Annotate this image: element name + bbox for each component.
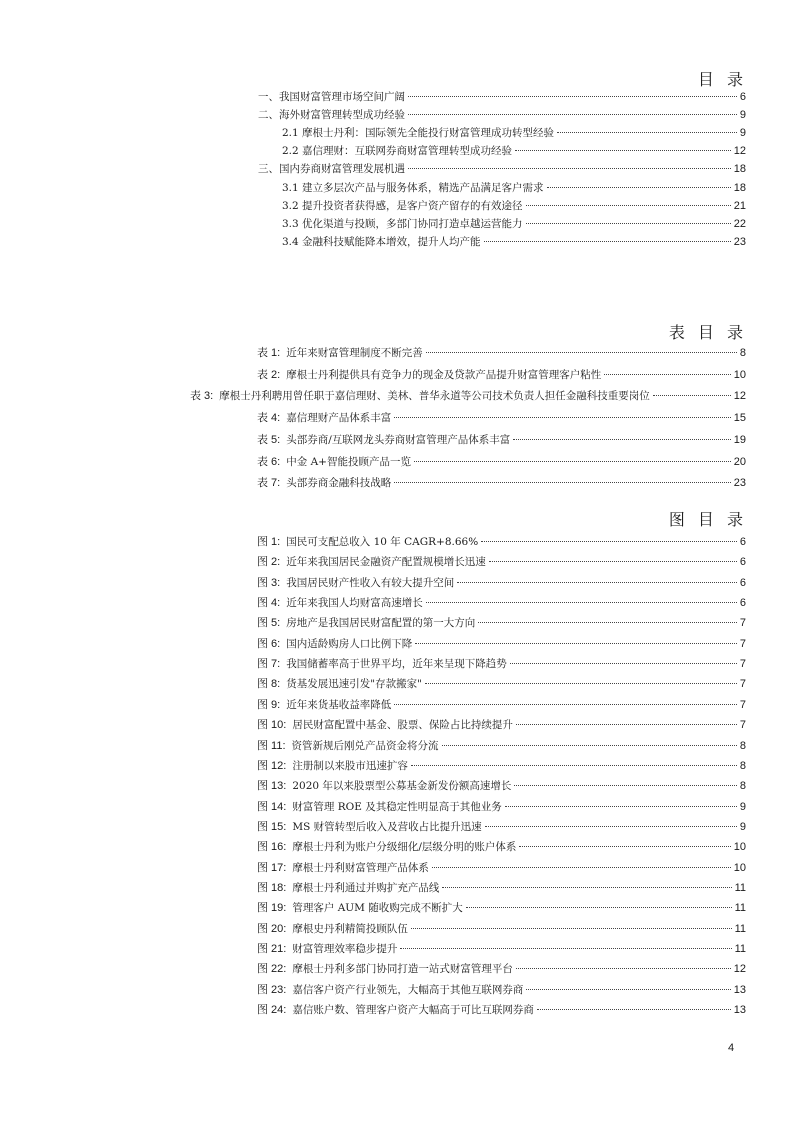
- dot-leader: [394, 482, 731, 483]
- dot-leader: [394, 704, 737, 705]
- toc-entry-number: 图 5:: [257, 617, 281, 630]
- toc-entry-page: 9: [739, 800, 746, 813]
- toc-entry-label: [257, 881, 441, 895]
- toc-entry-label: [282, 199, 525, 213]
- toc-entry[interactable]: [257, 718, 746, 732]
- toc-entry-text: 近年来我国居民金融资产配置规模增长迅速: [286, 556, 486, 569]
- toc-entry-label: [282, 144, 514, 158]
- toc-entry-text: 摩根士丹利提供具有竞争力的现金及贷款产品提升财富管理客户粘性: [286, 368, 602, 381]
- page-number: 4: [728, 1042, 735, 1054]
- dot-leader: [513, 439, 730, 440]
- toc-entry[interactable]: [257, 637, 746, 651]
- dot-leader: [408, 96, 737, 97]
- toc-entry-text: 3.3 优化渠道与投顾，多部门协同打造卓越运营能力: [282, 217, 523, 230]
- toc-entry-number: 图 7:: [257, 658, 281, 671]
- toc-entry-text: 2.1 摩根士丹利：国际领先全能投行财富管理成功转型经验: [282, 127, 555, 140]
- toc-entry[interactable]: [257, 657, 746, 671]
- dot-leader: [432, 867, 731, 868]
- dot-leader: [457, 582, 737, 583]
- toc-entry[interactable]: [258, 162, 746, 176]
- toc-entry-text: 近年来货基收益率降低: [286, 698, 392, 711]
- toc-entry-label: [282, 217, 525, 231]
- toc-entry-number: 图 1:: [257, 536, 281, 548]
- dot-leader: [485, 826, 737, 827]
- toc-entry-label: [257, 616, 477, 630]
- toc-entry-text: 资管新规后刚兑产品资金将分流: [291, 739, 439, 752]
- toc-entry-label: [257, 759, 410, 773]
- dot-leader: [489, 561, 737, 562]
- toc-entry-label: [257, 820, 484, 834]
- toc-entry[interactable]: [257, 433, 746, 447]
- toc-entry-page: 9: [739, 820, 746, 833]
- toc-entry[interactable]: [190, 389, 746, 403]
- toc-entry-page: 6: [739, 556, 746, 569]
- toc-entry-page: 12: [733, 145, 746, 158]
- toc-entry-number: 表 2:: [257, 368, 281, 381]
- dot-leader: [408, 114, 737, 115]
- dot-leader: [515, 150, 731, 151]
- toc-entry-page: 23: [733, 235, 746, 248]
- dot-leader: [526, 989, 730, 990]
- toc-entry[interactable]: [257, 983, 746, 997]
- toc-entry-text: 近年来财富管理制度不断完善: [286, 347, 423, 359]
- toc-entry-number: 图 14:: [257, 800, 287, 813]
- toc-entry-label: [282, 126, 556, 140]
- toc-entry[interactable]: [257, 779, 746, 793]
- toc-entry-page: 10: [733, 368, 746, 381]
- dot-leader: [425, 683, 737, 684]
- toc-entry[interactable]: [257, 677, 746, 691]
- toc-entry-text: 头部券商/互联网龙头券商财富管理产品体系丰富: [286, 433, 511, 446]
- toc-entry-label: [257, 596, 425, 610]
- toc-entry-number: 图 15:: [257, 820, 287, 833]
- toc-entry-page: 8: [739, 739, 746, 752]
- toc-entry-text: 2020 年以来股票型公募基金新发份额高速增长: [292, 780, 512, 793]
- toc-entry-label: [257, 800, 504, 814]
- toc-entry-text: 摩根史丹利精简投顾队伍: [292, 922, 408, 935]
- toc-entry[interactable]: [282, 199, 746, 213]
- toc-entry-number: 图 16:: [257, 841, 287, 854]
- toc-entry[interactable]: [257, 840, 746, 854]
- toc-entry-label: [258, 108, 407, 122]
- toc-entry-text: 财富管理效率稳步提升: [292, 943, 398, 955]
- toc-entry-text: 3.1 建立多层次产品与服务体系，精选产品满足客户需求: [282, 181, 544, 194]
- toc-entry-text: 嘉信账户数、管理客户资产大幅高于可比互联网券商: [292, 1004, 534, 1017]
- toc-entry-text: 一、我国财富管理市场空间广阔: [258, 91, 405, 103]
- toc-entry[interactable]: [257, 476, 746, 490]
- toc-entry-number: 表 5:: [257, 433, 281, 446]
- toc-entry-page: 6: [739, 597, 746, 610]
- toc-entry-text: 摩根士丹利为账户分级细化/层级分明的账户体系: [292, 841, 517, 854]
- toc-entry-number: 图 8:: [257, 678, 281, 691]
- toc-entry-page: 7: [739, 658, 746, 671]
- dot-leader: [526, 205, 731, 206]
- dot-leader: [481, 541, 737, 542]
- toc-entry-label: [257, 922, 410, 936]
- toc-entry-number: 表 4:: [257, 412, 281, 425]
- toc-entry-text: MS 财管转型后收入及营收占比提升迅速: [292, 820, 482, 833]
- toc-entry[interactable]: [282, 144, 746, 158]
- toc-entry-label: [257, 637, 414, 651]
- toc-entry-text: 头部券商金融科技战略: [286, 477, 392, 490]
- toc-entry-label: [257, 368, 603, 382]
- toc-entry-number: 图 20:: [257, 922, 287, 935]
- toc-entry-number: 图 6:: [257, 637, 281, 650]
- toc-entry-page: 10: [733, 861, 746, 874]
- dot-leader: [411, 765, 737, 766]
- toc-entry[interactable]: [257, 576, 746, 590]
- toc-entry-label: [282, 181, 546, 195]
- toc-entry-number: 图 3:: [257, 576, 281, 589]
- toc-entry-label: [257, 576, 456, 590]
- toc-entry[interactable]: [257, 861, 746, 875]
- toc-entry[interactable]: [257, 881, 746, 895]
- dot-leader: [510, 663, 737, 664]
- dot-leader: [526, 223, 731, 224]
- toc-entry-number: 图 11:: [257, 739, 286, 752]
- toc-entry-number: 表 3:: [190, 390, 214, 403]
- toc-entry[interactable]: [257, 368, 746, 382]
- toc-entry-page: 13: [733, 1004, 746, 1017]
- toc-entry-text: 居民财富配置中基金、股票、保险占比持续提升: [292, 719, 513, 732]
- toc-entry[interactable]: [257, 820, 746, 834]
- dot-leader: [442, 887, 731, 888]
- toc-entry-text: 嘉信理财产品体系丰富: [286, 412, 392, 425]
- toc-entry-text: 注册制以来股市迅速扩容: [292, 759, 408, 772]
- toc-entry-number: 图 9:: [257, 698, 281, 711]
- toc-entry-text: 国内适龄购房人口比例下降: [286, 637, 413, 650]
- dot-leader: [557, 132, 737, 133]
- toc-entry[interactable]: [282, 235, 746, 249]
- toc-entry-page: 8: [739, 780, 746, 793]
- toc-entry-text: 中金 A+智能投顾产品一览: [286, 455, 411, 468]
- toc-entry-text: 货基发展迅速引发"存款搬家": [286, 678, 422, 691]
- toc-entry-number: 图 23:: [257, 983, 287, 996]
- toc-entry-number: 表 1:: [257, 347, 281, 359]
- toc-entry[interactable]: [257, 555, 746, 569]
- toc-entry[interactable]: [282, 217, 746, 231]
- dot-leader: [516, 968, 731, 969]
- toc-entry-page: 8: [739, 759, 746, 772]
- dot-leader: [414, 461, 731, 462]
- toc-entry[interactable]: [257, 962, 746, 976]
- dot-leader: [516, 724, 737, 725]
- toc-entry[interactable]: [257, 596, 746, 610]
- dot-leader: [426, 352, 737, 353]
- dot-leader: [466, 907, 732, 908]
- toc-entry-text: 房地产是我国居民财富配置的第一大方向: [286, 617, 476, 630]
- toc-entry-text: 我国储蓄率高于世界平均，近年来呈现下降趋势: [286, 658, 507, 671]
- toc-entry-label: [258, 90, 407, 104]
- toc-entry-number: 表 7:: [257, 477, 281, 490]
- toc-entry-page: 6: [739, 91, 746, 103]
- toc-entry-page: 8: [739, 347, 746, 359]
- dot-leader: [411, 928, 732, 929]
- toc-entry-number: 图 19:: [257, 902, 287, 915]
- toc-entry[interactable]: [257, 698, 746, 712]
- toc-entry-page: 13: [733, 983, 746, 996]
- toc-entry-number: 图 10:: [257, 719, 287, 732]
- toc-entry-text: 嘉信客户资产行业领先，大幅高于其他互联网券商: [292, 983, 524, 996]
- toc-entry-label: [257, 779, 513, 793]
- toc-entry-label: [257, 346, 425, 360]
- toc-entry-page: 21: [733, 199, 746, 212]
- toc-entry-label: [282, 235, 483, 249]
- toc-entry[interactable]: [257, 411, 746, 425]
- toc-entry-label: [190, 389, 652, 403]
- toc-entry-page: 6: [739, 536, 746, 548]
- toc-entry-number: 图 12:: [257, 759, 287, 772]
- toc-entry-label: [257, 861, 431, 875]
- toc-entry-page: 9: [739, 109, 746, 122]
- tables-title: 表 目 录: [668, 323, 747, 342]
- toc-entry-label: [257, 555, 488, 569]
- toc-entry-page: 23: [733, 477, 746, 490]
- toc-entry-page: 18: [733, 181, 746, 194]
- toc-entry-text: 我国居民财产性收入有较大提升空间: [286, 576, 455, 589]
- toc-entry-label: [257, 657, 509, 671]
- toc-entry-text: 管理客户 AUM 随收购完成不断扩大: [292, 902, 463, 915]
- toc-entry-text: 摩根士丹利财富管理产品体系: [292, 861, 429, 874]
- toc-entry-label: [257, 433, 512, 447]
- toc-entry-label: [258, 162, 407, 176]
- toc-entry-text: 三、国内券商财富管理发展机遇: [258, 163, 405, 176]
- toc-entry-label: [257, 455, 413, 469]
- toc-entry[interactable]: [257, 739, 746, 753]
- dot-leader: [653, 395, 731, 396]
- toc-entry-number: 图 22:: [257, 963, 287, 976]
- toc-entry-text: 二、海外财富管理转型成功经验: [258, 109, 405, 122]
- dot-leader: [604, 374, 731, 375]
- dot-leader: [519, 846, 730, 847]
- dot-leader: [514, 785, 736, 786]
- toc-entry-label: [257, 411, 393, 425]
- toc-entry[interactable]: [257, 800, 746, 814]
- toc-entry[interactable]: [258, 108, 746, 122]
- toc-entry-number: 图 18:: [257, 881, 287, 894]
- toc-entry-text: 摩根士丹利多部门协同打造一站式财富管理平台: [292, 963, 513, 976]
- dot-leader: [484, 241, 731, 242]
- toc-entry[interactable]: [257, 901, 746, 915]
- toc-entry-text: 财富管理 ROE 及其稳定性明显高于其他业务: [292, 800, 502, 813]
- dot-leader: [408, 168, 731, 169]
- toc-entry-label: [257, 476, 393, 490]
- toc-entry-page: 6: [739, 576, 746, 589]
- toc-entry[interactable]: [257, 346, 746, 360]
- toc-entry-page: 11: [734, 902, 746, 915]
- toc-entry-page: 18: [733, 163, 746, 176]
- toc-entry-number: 图 13:: [257, 780, 287, 793]
- toc-entry-page: 20: [733, 455, 746, 468]
- toc-entry-page: 11: [734, 922, 746, 935]
- toc-entry-number: 图 24:: [257, 1004, 287, 1017]
- toc-entry-number: 表 6:: [257, 455, 281, 468]
- toc-entry[interactable]: [257, 1003, 746, 1017]
- toc-entry[interactable]: [282, 181, 746, 195]
- toc-entry-page: 7: [739, 678, 746, 691]
- toc-entry[interactable]: [257, 922, 746, 936]
- dot-leader: [537, 1009, 731, 1010]
- toc-entry-page: 10: [733, 841, 746, 854]
- toc-entry-number: 图 17:: [257, 861, 287, 874]
- toc-entry-text: 摩根士丹利聘用曾任职于嘉信理财、美林、普华永道等公司技术负责人担任金融科技重要岗位: [219, 390, 650, 403]
- toc-entry-label: [257, 535, 480, 549]
- toc-entry-page: 7: [739, 719, 746, 732]
- toc-entry[interactable]: [282, 126, 746, 140]
- toc-entry-label: [257, 962, 515, 976]
- toc-entry-page: 12: [733, 963, 746, 976]
- toc-entry-label: [257, 698, 393, 712]
- toc-entry[interactable]: [258, 90, 746, 104]
- toc-entry-page: 11: [734, 943, 746, 955]
- toc-entry-label: [257, 677, 424, 691]
- toc-entry-page: 7: [739, 637, 746, 650]
- toc-entry-label: [257, 1003, 536, 1017]
- toc-entry-text: 3.4 金融科技赋能降本增效，提升人均产能: [282, 235, 481, 248]
- toc-entry[interactable]: [257, 942, 746, 956]
- toc-entry-number: 图 21:: [257, 943, 287, 955]
- toc-entry-label: [257, 901, 465, 915]
- dot-leader: [478, 622, 737, 623]
- toc-entry-label: [257, 983, 525, 997]
- dot-leader: [547, 187, 731, 188]
- toc-entry-label: [257, 840, 518, 854]
- toc-entry-text: 2.2 嘉信理财：互联网券商财富管理转型成功经验: [282, 145, 513, 158]
- contents-title: 目 录: [697, 70, 747, 89]
- toc-entry[interactable]: [257, 535, 746, 549]
- toc-entry-page: 7: [739, 698, 746, 711]
- toc-entry-text: 近年来我国人均财富高速增长: [286, 597, 423, 610]
- toc-entry-page: 11: [734, 881, 746, 894]
- toc-entry-label: [257, 739, 441, 753]
- dot-leader: [400, 948, 731, 949]
- figures-title: 图 目 录: [668, 510, 747, 529]
- toc-entry-label: [257, 718, 515, 732]
- toc-entry[interactable]: [257, 616, 746, 630]
- toc-entry-page: 9: [739, 127, 746, 140]
- toc-entry-page: 12: [733, 390, 746, 403]
- toc-entry-page: 19: [733, 433, 746, 446]
- toc-entry-text: 国民可支配总收入 10 年 CAGR+8.66%: [286, 536, 479, 548]
- dot-leader: [442, 745, 737, 746]
- toc-entry-label: [257, 942, 399, 956]
- toc-entry[interactable]: [257, 455, 746, 469]
- toc-entry-number: 图 2:: [257, 556, 281, 569]
- dot-leader: [426, 602, 737, 603]
- dot-leader: [415, 643, 737, 644]
- toc-entry-number: 图 4:: [257, 597, 281, 610]
- dot-leader: [505, 806, 737, 807]
- toc-entry-text: 3.2 提升投资者获得感，是客户资产留存的有效途径: [282, 199, 523, 212]
- toc-entry-page: 22: [733, 217, 746, 230]
- toc-entry[interactable]: [257, 759, 746, 773]
- dot-leader: [394, 417, 731, 418]
- toc-entry-text: 摩根士丹利通过并购扩充产品线: [292, 881, 440, 894]
- toc-entry-page: 15: [733, 412, 746, 425]
- toc-entry-page: 7: [739, 617, 746, 630]
